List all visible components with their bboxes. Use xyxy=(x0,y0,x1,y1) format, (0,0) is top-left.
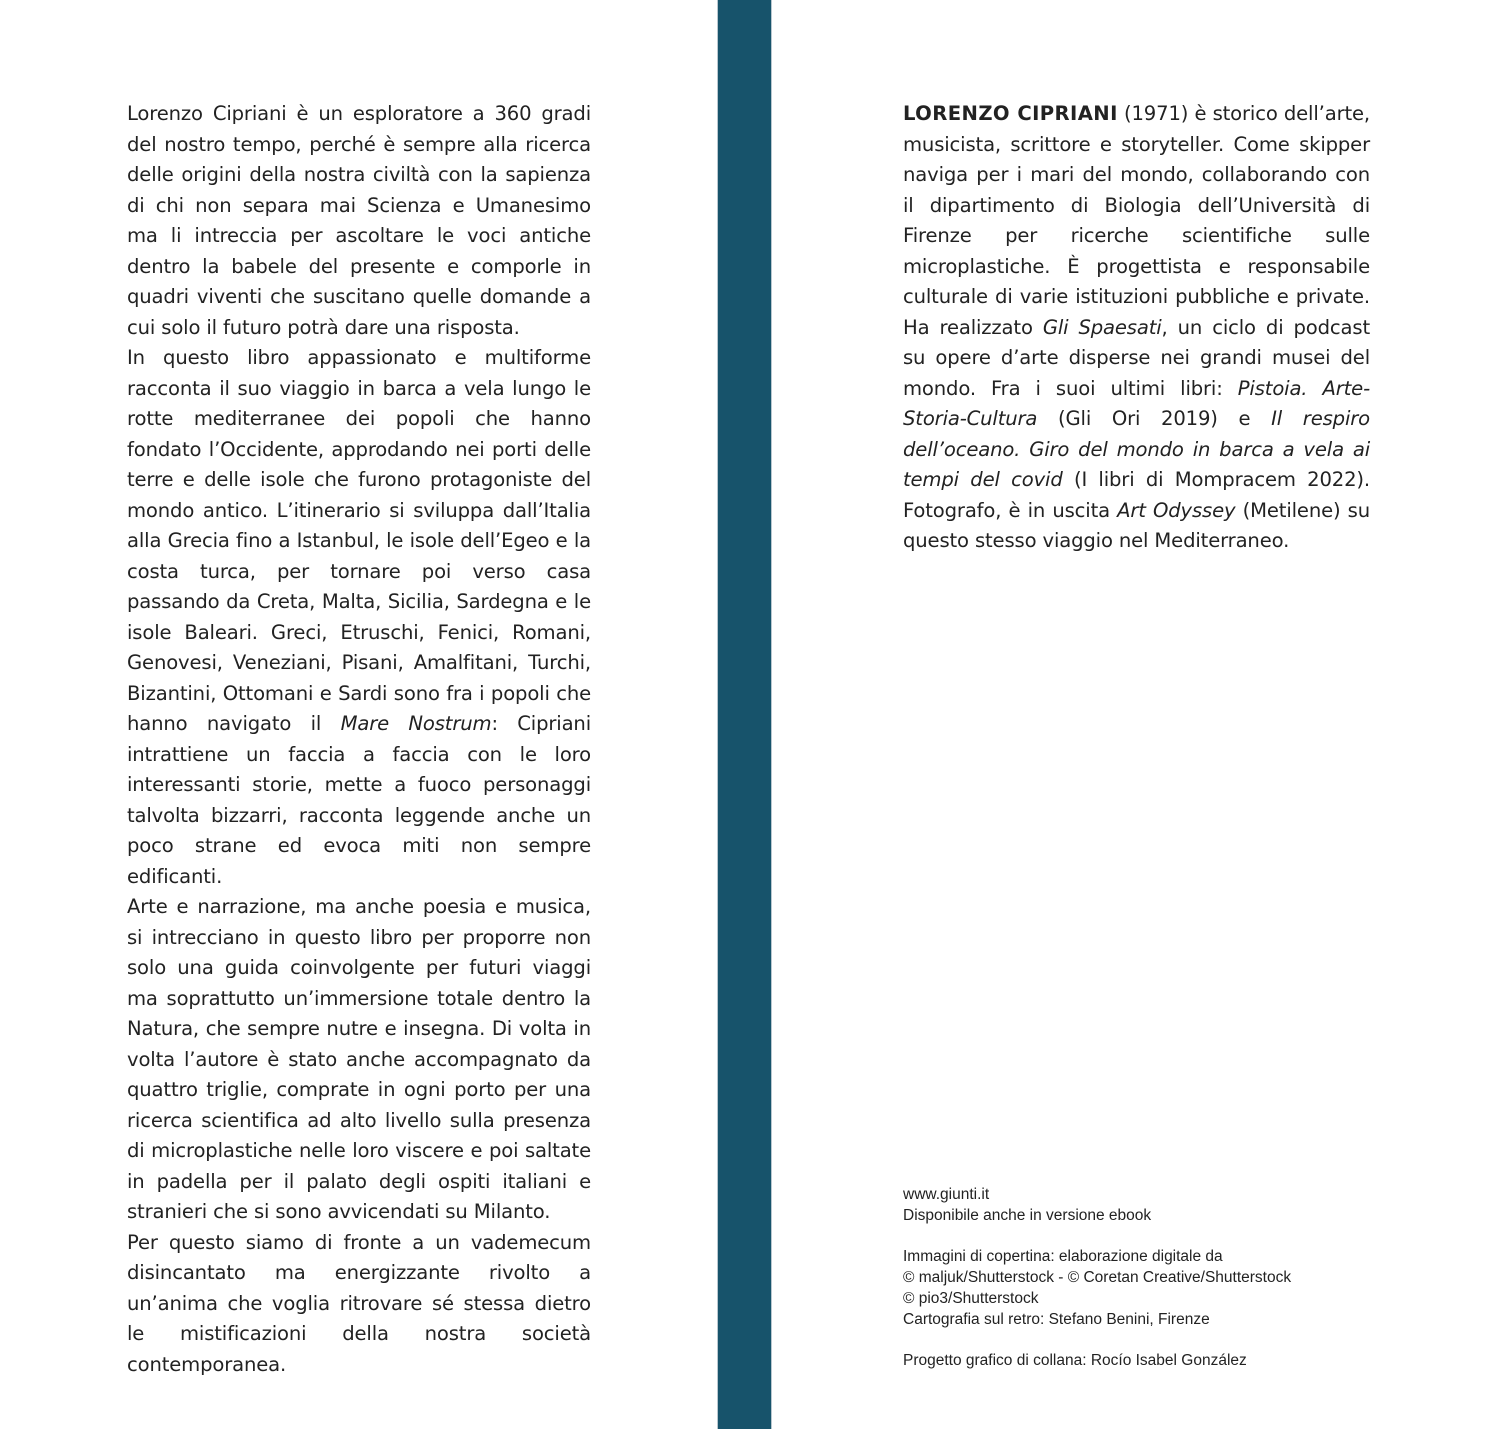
text-run: Arte e narrazione, ma anche poesia e musica, si intrecciano in questo libro per proporre non solo una guida coinvolgente per futuri viaggi ma soprattutto un’immersione totale dentro la Natura, che sempre nutre e insegna. Di volta in volta l’autore è stato anche accompagnato da quattro triglie, comprate in ogni porto per una ricerca scientifica ad alto livello sulla presenza di microplastiche nelle loro viscere e poi saltate in padella per il palato degli ospiti italiani e stranieri che si sono avvicendati su Milanto. xyxy=(127,895,591,1223)
image-credit-line: © pio3/Shutterstock xyxy=(903,1290,1039,1307)
back-cover-flap xyxy=(0,0,718,1429)
publisher-website[interactable]: www.giunti.it xyxy=(903,1186,990,1203)
text-run: (1971) è storico dell’arte, musicista, scrittore e storyteller. Come skipper naviga per i mari del mondo, collaborando con il dipartimento di Biologia dell’Università di Firenze per ricerche scientifiche sulle microplastiche. È progettista e responsabile culturale di varie istituzioni pubbliche e private. Ha realizzato xyxy=(903,102,1370,339)
italic-title: Il respiro dell’oceano. Giro del mondo in barca a vela ai tempi del covid xyxy=(903,407,1370,491)
design-credits xyxy=(903,1350,1247,1371)
text-run: Per questo siamo di fronte a un vademecum disincantato ma energizzante rivolto a un’anima che voglia ritrovare sé stessa dietro le mistificazioni della nostra società contemporanea. xyxy=(127,1230,591,1376)
italic-title: Art Odyssey xyxy=(1117,498,1236,522)
image-credit-line: Immagini di copertina: elaborazione digitale da xyxy=(903,1248,1223,1265)
italic-title: Mare Nostrum xyxy=(340,712,492,735)
series-design-credit: Progetto grafico di collana: Rocío Isabel González xyxy=(903,1352,1247,1369)
italic-title: Pistoia. Arte-Storia-Cultura xyxy=(903,376,1370,430)
author-name: LORENZO CIPRIANI xyxy=(903,102,1118,125)
paragraph xyxy=(127,892,591,1228)
text-run: (Metilene) su questo stesso viaggio nel Mediterraneo. xyxy=(903,498,1370,552)
image-credit-line: © maljuk/Shutterstock - © Coretan Creative/Shutterstock xyxy=(903,1269,1292,1286)
text-run: , un ciclo di podcast su opere d’arte disperse nei grandi musei del mondo. Fra i suoi ultimi libri: xyxy=(903,315,1370,400)
text-run: In questo libro appassionato e multiforme racconta il suo viaggio in barca a vela lungo le rotte mediterranee dei popoli che hanno fondato l’Occidente, approdando nei porti delle terre e delle isole che furono protagoniste del mondo antico. L’itinerario si sviluppa dall’Italia alla Grecia fino a Istanbul, le isole dell’Egeo e la costa turca, per tornare poi verso casa passando da Creta, Malta, Sicilia, Sardegna e le isole Baleari. Greci, Etruschi, Fenici, Romani, Genovesi, Veneziani, Pisani, Amalfitani, Turchi, Bizantini, Ottomani e Sardi sono fra i popoli che hanno navigato il xyxy=(127,346,591,735)
paragraph xyxy=(127,99,591,343)
author-bio xyxy=(903,99,1370,557)
publisher-info xyxy=(903,1184,1151,1226)
book-blurb xyxy=(127,99,591,1380)
inside-flap xyxy=(771,0,1500,1429)
text-run: Lorenzo Cipriani è un esploratore a 360 gradi del nostro tempo, perché è sempre alla ricerca delle origini della nostra civiltà con la sapienza di chi non separa mai Scienza e Umanesimo ma li intreccia per ascoltare le voci antiche dentro la babele del presente e comporle in quadri viventi che suscitano quelle domande a cui solo il futuro potrà dare una risposta. xyxy=(127,102,591,339)
image-credits xyxy=(903,1246,1291,1330)
paragraph xyxy=(127,343,591,892)
paragraph xyxy=(127,1228,591,1381)
paragraph xyxy=(903,99,1370,557)
text-run: (I libri di Mompracem 2022). Fotografo, è in uscita xyxy=(903,468,1370,522)
text-run: (Gli Ori 2019) e xyxy=(1037,407,1272,430)
ebook-note: Disponibile anche in versione ebook xyxy=(903,1207,1152,1224)
cartography-credit: Cartografia sul retro: Stefano Benini, Firenze xyxy=(903,1311,1210,1328)
italic-title: Gli Spaesati xyxy=(1042,315,1162,339)
text-run: : Cipriani intrattiene un faccia a faccia con le loro interessanti storie, mette a fuoco personaggi talvolta bizzarri, racconta leggende anche un poco strane ed evoca miti non sempre edificanti. xyxy=(127,712,591,888)
